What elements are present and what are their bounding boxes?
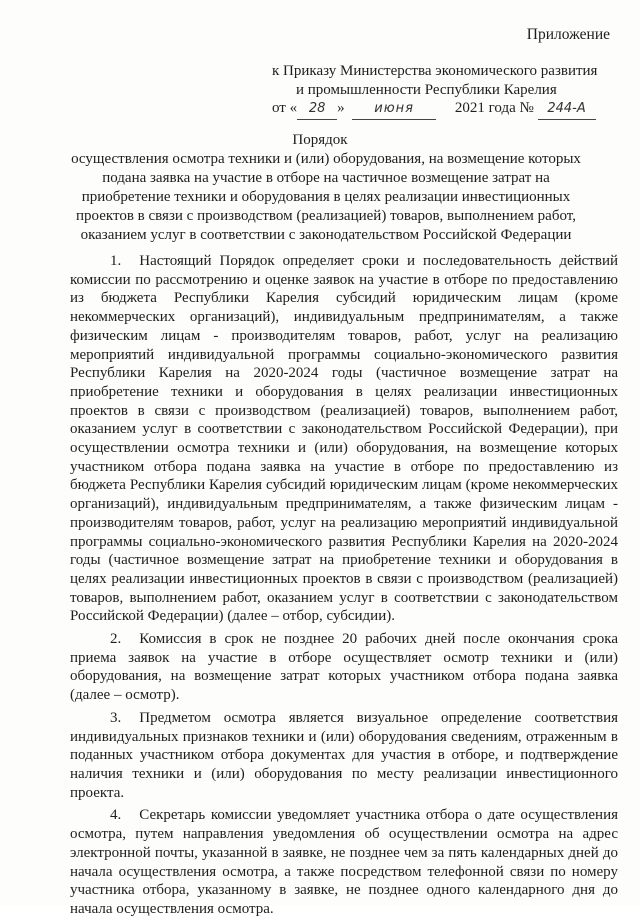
paragraph-number: 4. bbox=[110, 807, 122, 824]
document-subtitle: осуществления осмотра техники и (или) оборудования, на возмещение которых подана заявка на участие в отборе на частичное возмещение затрат на приобретение техники и оборудования в целях реализации инвестиционных проектов в связи с производством (реализацией) товаров, выполнением работ, оказанием услуг в соответствии с законодательством Российской Федерации bbox=[71, 151, 581, 243]
paragraph-3 bbox=[70, 709, 618, 803]
order-reference bbox=[272, 62, 597, 120]
date-mid: » bbox=[337, 100, 345, 116]
handwritten-day: 28 bbox=[297, 100, 337, 120]
paragraph-4 bbox=[70, 806, 618, 918]
date-prefix: от « bbox=[272, 100, 298, 116]
paragraph-text: Предметом осмотра является визуальное определение соответствия индивидуальных признаков техники и (или) оборудования сведениям, отраженным в поданных участником отбора документах для участия в отборе, и подтверждение наличия техники и (или) оборудования по месту реализации инвестиционного проекта. bbox=[70, 709, 618, 801]
paragraph-1 bbox=[70, 252, 618, 626]
document-title: Порядок bbox=[292, 132, 348, 148]
handwritten-order-number: 244-А bbox=[538, 100, 596, 120]
handwritten-month: июня bbox=[352, 100, 436, 120]
paragraph-number: 2. bbox=[110, 631, 122, 648]
order-line-2: и промышленности Республики Карелия bbox=[296, 81, 557, 98]
document-body bbox=[70, 252, 618, 923]
paragraph-2 bbox=[70, 630, 618, 705]
paragraph-number: 3. bbox=[110, 709, 122, 726]
paragraph-text: Секретарь комиссии уведомляет участника отбора о дате осуществления осмотра, путем направления уведомления об осуществлении осмотра на адрес электронной почты, указанной в заявке, не позднее чем за пять календарных дней до начала осуществления осмотра, а также посредством телефонной связи по номеру участника отбора, указанному в заявке, не позднее одного календарного дня до начала осуществления осмотра. bbox=[70, 807, 618, 917]
order-line-1: к Приказу Министерства экономического развития bbox=[272, 63, 598, 79]
paragraph-number: 1. bbox=[110, 253, 122, 269]
date-year: 2021 года № bbox=[454, 100, 534, 116]
order-date-line bbox=[272, 99, 597, 120]
attachment-label: Приложение bbox=[526, 26, 610, 43]
paragraph-text: Комиссия в срок не позднее 20 рабочих дней после окончания срока приема заявок на участие в отборе осуществляет осмотр техники и (или) оборудования, на возмещение затрат которых участником отбора подана заявка (далее – осмотр). bbox=[70, 631, 618, 704]
paragraph-text: Настоящий Порядок определяет сроки и последовательность действий комиссии по рассмотрению и оценке заявок на участие в отборе по предоставлению из бюджета Республики Карелия субсидий юридическим лицам (кроме некоммерческих организаций), индивидуальным предпринимателям, а также физическим лицам - производителям товаров, работ, услуг на реализацию мероприятий индивидуальной программы социально-экономического развития Республики Карелия на 2020-2024 годы (частичное возмещение затрат на приобретение техники и оборудования в целях реализации инвестиционных проектов в связи с производством (реализацией) товаров, выполнением работ, оказанием услуг в соответствии с законодательством Российской Федерации), при осуществлении осмотра техники и (или) оборудования, на возмещение которых участником отбора подана заявка на участие в отборе по предоставлению из бюджета Республики Карелия субсидий юридическим лицам (кроме некоммерческих организаций), индивидуальным предпринимателям, а также физическим лицам - производителям товаров, работ, услуг на реализацию мероприятий индивидуальной программы социально-экономического развития Республики Карелия на 2020-2024 годы (частичное возмещение затрат на приобретение техники и оборудования в целях реализации инвестиционных проектов в связи с производством (реализацией) товаров, выполнением работ, оказанием услуг в соответствии с законодательством Российской Федерации) (далее – отбор, субсидии). bbox=[70, 253, 618, 625]
